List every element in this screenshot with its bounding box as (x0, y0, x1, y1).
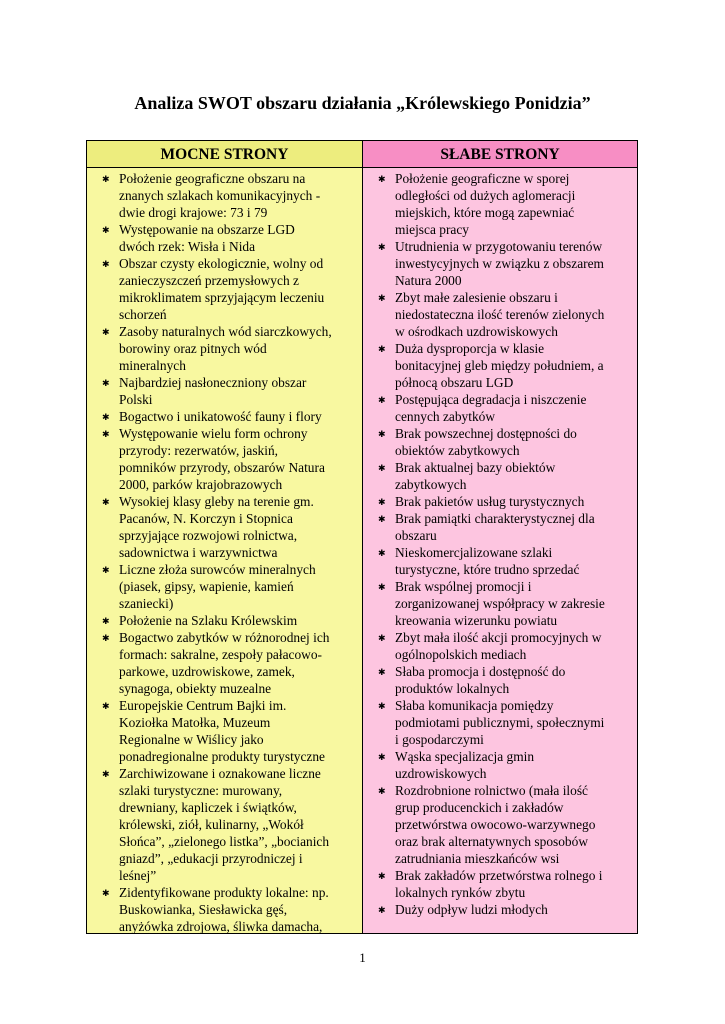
asterisk-bullet-icon: ✱ (378, 293, 386, 303)
list-item-text: mineralnych (119, 358, 186, 373)
list-item-text: pomników przyrody, obszarów Natura (119, 460, 325, 475)
asterisk-bullet-icon: ✱ (102, 225, 110, 235)
list-item-text: Położenie geograficzne obszaru na (119, 171, 306, 186)
list-item (363, 391, 633, 425)
list-item-text: Najbardziej nasłoneczniony obszar (119, 375, 307, 390)
asterisk-bullet-icon: ✱ (378, 514, 386, 524)
list-item-text: miejsca pracy (395, 222, 469, 237)
asterisk-bullet-icon: ✱ (102, 412, 110, 422)
list-item-text: Buskowianka, Siesławicka gęś, (119, 902, 288, 917)
list-item-text: przetwórstwa owocowo-warzywnego (395, 817, 596, 832)
list-item-text: i gospodarczymi (395, 732, 484, 747)
list-item-text: szaniecki) (119, 596, 174, 611)
weaknesses-header: SŁABE STRONY (363, 141, 637, 168)
asterisk-bullet-icon: ✱ (102, 888, 110, 898)
list-item (363, 459, 633, 493)
list-item-text: zanieczyszczeń przemysłowych z (119, 273, 299, 288)
asterisk-bullet-icon: ✱ (378, 497, 386, 507)
asterisk-bullet-icon: ✱ (378, 395, 386, 405)
list-item (363, 748, 633, 782)
asterisk-bullet-icon: ✱ (378, 633, 386, 643)
list-item (87, 170, 358, 221)
list-item-text: podmiotami publicznymi, społecznymi (395, 715, 605, 730)
list-item-text: Liczne złoża surowców mineralnych (119, 562, 316, 577)
list-item-text: sadownictwa i warzywnictwa (119, 545, 278, 560)
asterisk-bullet-icon: ✱ (102, 565, 110, 575)
asterisk-bullet-icon: ✱ (102, 769, 110, 779)
list-item-text: Bogactwo i unikatowość fauny i flory (119, 409, 322, 424)
list-item-text: Obszar czysty ekologicznie, wolny od (119, 256, 324, 271)
list-item-text: formach: sakralne, zespoły pałacowo- (119, 647, 323, 662)
asterisk-bullet-icon: ✱ (378, 344, 386, 354)
list-item (87, 629, 358, 697)
list-item-text: znanych szlakach komunikacyjnych - (119, 188, 321, 203)
list-item-text: grup producenckich i zakładów (395, 800, 564, 815)
list-item (87, 408, 358, 425)
list-item-text: Utrudnienia w przygotowaniu terenów (395, 239, 603, 254)
list-item-text: schorzeń (119, 307, 167, 322)
list-item (363, 629, 633, 663)
list-item-text: Duży odpływ ludzi młodych (395, 902, 548, 917)
list-item (87, 884, 358, 935)
list-item-text: sprzyjające rozwojowi rolnictwa, (119, 528, 298, 543)
list-item-text: ogólnopolskich mediach (395, 647, 527, 662)
list-item-text: Postępująca degradacja i niszczenie (395, 392, 587, 407)
list-item (363, 340, 633, 391)
list-item (363, 578, 633, 629)
list-item (87, 697, 358, 765)
list-item-text: Zbyt małe zalesienie obszaru i (395, 290, 558, 305)
list-item-text: drewniany, kapliczek i świątków, (119, 800, 297, 815)
list-item (363, 425, 633, 459)
asterisk-bullet-icon: ✱ (102, 174, 110, 184)
list-item-text: obiektów zabytkowych (395, 443, 520, 458)
list-item-text: Natura 2000 (395, 273, 462, 288)
list-item-text: Brak aktualnej bazy obiektów (395, 460, 556, 475)
asterisk-bullet-icon: ✱ (102, 259, 110, 269)
list-item-text: (piasek, gipsy, wapienie, kamień (119, 579, 294, 594)
list-item-text: w ośrodkach uzdrowiskowych (395, 324, 558, 339)
asterisk-bullet-icon: ✱ (102, 378, 110, 388)
asterisk-bullet-icon: ✱ (378, 582, 386, 592)
list-item-text: parkowe, uzdrowiskowe, zamek, (119, 664, 295, 679)
list-item-text: produktów lokalnych (395, 681, 510, 696)
list-item-text: Brak wspólnej promocji i (395, 579, 532, 594)
list-item-text: Brak pamiątki charakterystycznej dla (395, 511, 595, 526)
list-item-text: Zidentyfikowane produkty lokalne: np. (119, 885, 329, 900)
asterisk-bullet-icon: ✱ (378, 242, 386, 252)
asterisk-bullet-icon: ✱ (378, 871, 386, 881)
asterisk-bullet-icon: ✱ (102, 429, 110, 439)
asterisk-bullet-icon: ✱ (378, 701, 386, 711)
list-item-text: Rozdrobnione rolnictwo (mała ilość (395, 783, 589, 798)
list-item-text: szlaki turystyczne: murowany, (119, 783, 283, 798)
list-item-text: odległości od dużych aglomeracji (395, 188, 576, 203)
weaknesses-column (363, 141, 637, 933)
list-item (87, 323, 358, 374)
strengths-list (87, 168, 362, 935)
list-item-text: borowiny oraz pitnych wód (119, 341, 267, 356)
list-item-text: Słaba komunikacja pomiędzy (395, 698, 554, 713)
list-item-text: Brak pakietów usług turystycznych (395, 494, 585, 509)
list-item-text: zorganizowanej współpracy w zakresie (395, 596, 605, 611)
list-item-text: obszaru (395, 528, 437, 543)
list-item-text: ponadregionalne produkty turystyczne (119, 749, 326, 764)
strengths-column (87, 141, 363, 933)
asterisk-bullet-icon: ✱ (102, 616, 110, 626)
asterisk-bullet-icon: ✱ (102, 701, 110, 711)
list-item (363, 901, 633, 918)
list-item-text: Wysokiej klasy gleby na terenie gm. (119, 494, 314, 509)
list-item-text: królewski, ziół, kulinarny, „Wokół (119, 817, 304, 832)
list-item-text: niedostateczna ilość terenów zielonych (395, 307, 605, 322)
list-item (363, 493, 633, 510)
list-item-text: kreowania wizerunku powiatu (395, 613, 558, 628)
list-item-text: uzdrowiskowych (395, 766, 487, 781)
list-item (363, 867, 633, 901)
asterisk-bullet-icon: ✱ (378, 174, 386, 184)
list-item-text: Położenie na Szlaku Królewskim (119, 613, 298, 628)
list-item (363, 697, 633, 748)
list-item (87, 612, 358, 629)
list-item-text: dwóch rzek: Wisła i Nida (119, 239, 256, 254)
list-item (87, 765, 358, 884)
list-item-text: synagoga, obiekty muzealne (119, 681, 272, 696)
list-item-text: lokalnych rynków zbytu (395, 885, 526, 900)
list-item-text: Występowanie na obszarze LGD (119, 222, 295, 237)
list-item-text: Europejskie Centrum Bajki im. (119, 698, 287, 713)
list-item-text: Zarchiwizowane i oznakowane liczne (119, 766, 321, 781)
list-item-text: Położenie geograficzne w sporej (395, 171, 570, 186)
list-item-text: Duża dysproporcja w klasie (395, 341, 545, 356)
list-item-text: 2000, parków krajobrazowych (119, 477, 283, 492)
list-item (363, 663, 633, 697)
list-item-text: Słaba promocja i dostępność do (395, 664, 566, 679)
list-item-text: cennych zabytków (395, 409, 496, 424)
asterisk-bullet-icon: ✱ (378, 905, 386, 915)
asterisk-bullet-icon: ✱ (102, 497, 110, 507)
list-item-text: Zasoby naturalnych wód siarczkowych, (119, 324, 332, 339)
asterisk-bullet-icon: ✱ (378, 667, 386, 677)
list-item-text: Występowanie wielu form ochrony (119, 426, 308, 441)
list-item-text: gniazd”, „edukacji przyrodniczej i (119, 851, 303, 866)
list-item-text: inwestycyjnych w związku z obszarem (395, 256, 604, 271)
weaknesses-list (363, 168, 637, 918)
list-item (87, 374, 358, 408)
page-title: Analiza SWOT obszaru działania „Królewskiego Ponidzia” (134, 93, 591, 113)
asterisk-bullet-icon: ✱ (378, 429, 386, 439)
list-item-text: Bogactwo zabytków w różnorodnej ich (119, 630, 330, 645)
list-item-text: przyrody: rezerwatów, jaskiń, (119, 443, 279, 458)
list-item-text: dwie drogi krajowe: 73 i 79 (119, 205, 268, 220)
list-item-text: mikroklimatem sprzyjającym leczeniu (119, 290, 325, 305)
asterisk-bullet-icon: ✱ (378, 548, 386, 558)
asterisk-bullet-icon: ✱ (378, 752, 386, 762)
list-item (363, 510, 633, 544)
list-item-text: anyżówka zdrojowa, śliwka damacha, (119, 919, 323, 934)
asterisk-bullet-icon: ✱ (102, 633, 110, 643)
list-item-text: Koziołka Matołka, Muzeum (119, 715, 271, 730)
list-item (87, 255, 358, 323)
list-item-text: Słońca”, „zielonego listka”, „bocianich (119, 834, 330, 849)
list-item-text: północą obszaru LGD (395, 375, 514, 390)
list-item-text: leśnej” (119, 868, 157, 883)
list-item (87, 221, 358, 255)
list-item-text: bonitacyjnej gleb między południem, a (395, 358, 604, 373)
list-item (363, 289, 633, 340)
list-item-text: Brak zakładów przetwórstwa rolnego i (395, 868, 603, 883)
strengths-header: MOCNE STRONY (87, 141, 362, 168)
list-item-text: zatrudniania mieszkańców wsi (395, 851, 560, 866)
page-number: 1 (359, 950, 366, 965)
list-item-text: zabytkowych (395, 477, 467, 492)
asterisk-bullet-icon: ✱ (378, 786, 386, 796)
list-item-text: Regionalne w Wiślicy jako (119, 732, 264, 747)
swot-table (86, 140, 638, 934)
list-item-text: Nieskomercjalizowane szlaki (395, 545, 553, 560)
list-item-text: oraz brak alternatywnych sposobów (395, 834, 588, 849)
list-item (87, 425, 358, 493)
list-item-text: Brak powszechnej dostępności do (395, 426, 577, 441)
list-item-text: miejskich, które mogą zapewniać (395, 205, 575, 220)
list-item-text: turystyczne, które trudno sprzedać (395, 562, 580, 577)
asterisk-bullet-icon: ✱ (378, 463, 386, 473)
list-item-text: Polski (119, 392, 153, 407)
list-item (87, 493, 358, 561)
list-item-text: Wąska specjalizacja gmin (395, 749, 535, 764)
list-item (363, 170, 633, 238)
list-item (363, 238, 633, 289)
asterisk-bullet-icon: ✱ (102, 327, 110, 337)
list-item-text: Zbyt mała ilość akcji promocyjnych w (395, 630, 602, 645)
list-item (363, 782, 633, 867)
list-item-text: Pacanów, N. Korczyn i Stopnica (119, 511, 293, 526)
list-item (363, 544, 633, 578)
list-item (87, 561, 358, 612)
